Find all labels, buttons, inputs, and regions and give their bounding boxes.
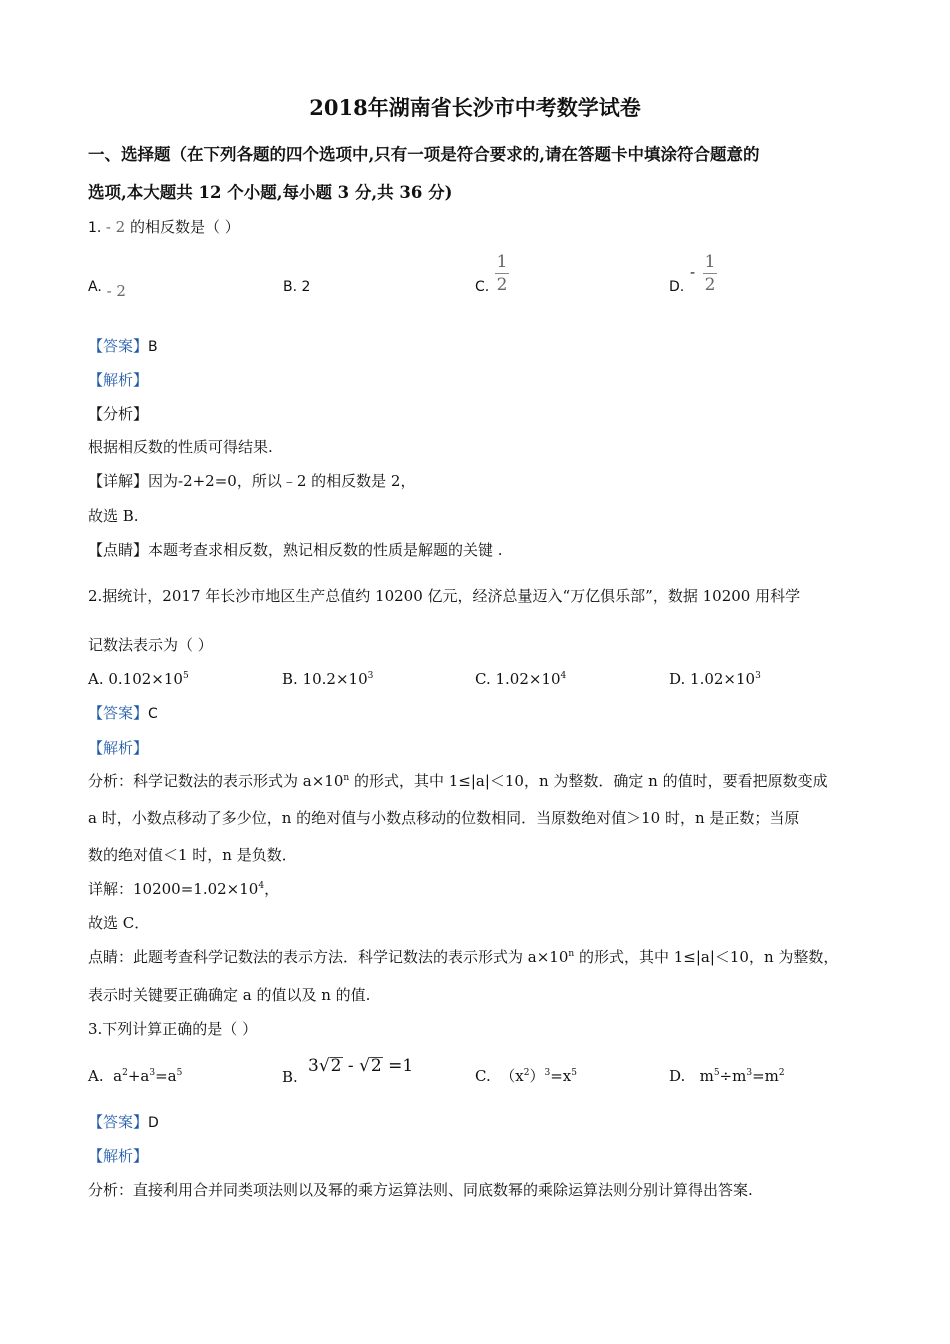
q1-fenxi-tag: 【分析】 [88, 405, 149, 423]
section-heading-line2: 选项,本大题共 12 个小题,每小题 3 分,共 36 分) [88, 183, 453, 202]
q2-option-c: C. $1.02\times 10^4$ [475, 670, 567, 688]
section-heading-line1: 一、选择题（在下列各题的四个选项中,只有一项是符合要求的,请在答题卡中填涂符合题意的 [88, 145, 760, 164]
q1-analysis-text: 根据相反数的性质可得结果. [88, 438, 273, 456]
q2-analysis-tag: 【解析】 [88, 739, 149, 757]
q1-option-b: B. 2 [283, 279, 311, 295]
q2-detail: 详解：$10200=1.02\times 10^4$， [88, 880, 280, 898]
q1-analysis-tag: 【解析】 [88, 371, 149, 389]
q3-analysis-tag: 【解析】 [88, 1147, 149, 1165]
q1-option-c-fraction: 1 2 [496, 252, 508, 295]
q2-stem-line1: 2.据统计，2017 年长沙市地区生产总值约 10200 亿元，经济总量迈入“万亿俱乐部”，数据 10200 用科学 [88, 587, 801, 605]
q2-choice: 故选 C． [88, 914, 150, 932]
q3-option-a: A. $a^2+a^3=a^5$ [88, 1067, 183, 1085]
q2-fenxi-line3: 数的绝对值＜1 时，n 是负数． [88, 846, 297, 864]
q2-option-d: D. $1.02\times 10^3$ [669, 670, 761, 688]
q2-comment-line1: 点睛：此题考查科学记数法的表示方法．科学记数法的表示形式为 $a\times 10^n$ 的形式，其中 1≤|a|＜10，n 为整数， [88, 948, 839, 966]
q3-answer: 【答案】D [88, 1113, 159, 1131]
q1-answer: 【答案】B [88, 337, 158, 355]
q3-fenxi: 分析：直接利用合并同类项法则以及幂的乘方运算法则、同底数幂的乘除运算法则分别计算得出答案. [88, 1181, 753, 1199]
q2-option-a: A. $0.102\times 10^5$ [88, 670, 189, 688]
q1-detail: 【详解】因为-2+2=0，所以﹣2 的相反数是 2， [88, 472, 416, 490]
q2-stem-line2: 记数法表示为（ ） [88, 636, 213, 654]
q2-comment-line2: 表示时关键要正确确定 a 的值以及 n 的值. [88, 986, 371, 1004]
q2-fenxi-line2: a 时，小数点移动了多少位，n 的绝对值与小数点移动的位数相同．当原数绝对值＞10 时，n 是正数；当原 [88, 809, 800, 827]
q1-choice: 故选 B. [88, 507, 139, 525]
q1-option-d-sign: - [690, 263, 696, 281]
q1-option-d-fraction: 1 2 [704, 252, 716, 295]
q3-option-c: C. $(x^2)^3=x^5$ [475, 1067, 577, 1085]
q3-option-b-expr: 3√2 - √2 =1 [308, 1056, 414, 1076]
q2-answer: 【答案】C [88, 704, 158, 722]
q2-fenxi-line1: 分析：科学记数法的表示形式为 $a\times 10^n$ 的形式，其中 1≤|a|＜10，n 为整数．确定 n 的值时，要看把原数变成 [88, 772, 828, 790]
page-title: 2018年湖南省长沙市中考数学试卷 [309, 95, 641, 120]
q2-option-b: B. $10.2\times 10^3$ [282, 670, 374, 688]
q1-option-d-label: D. [669, 279, 685, 295]
q1-comment: 【点睛】本题考查求相反数，熟记相反数的性质是解题的关键 . [88, 541, 503, 559]
q1-option-a: A. - 2 [88, 279, 126, 300]
q1-stem: 1. - 2 的相反数是（ ） [88, 218, 240, 236]
q3-option-b-label: B. [282, 1068, 298, 1086]
q1-option-c-label: C. [475, 279, 490, 295]
q3-option-d: D. $m^5\div m^3=m^2$ [669, 1067, 785, 1085]
q3-stem: 3.下列计算正确的是（ ） [88, 1020, 258, 1038]
